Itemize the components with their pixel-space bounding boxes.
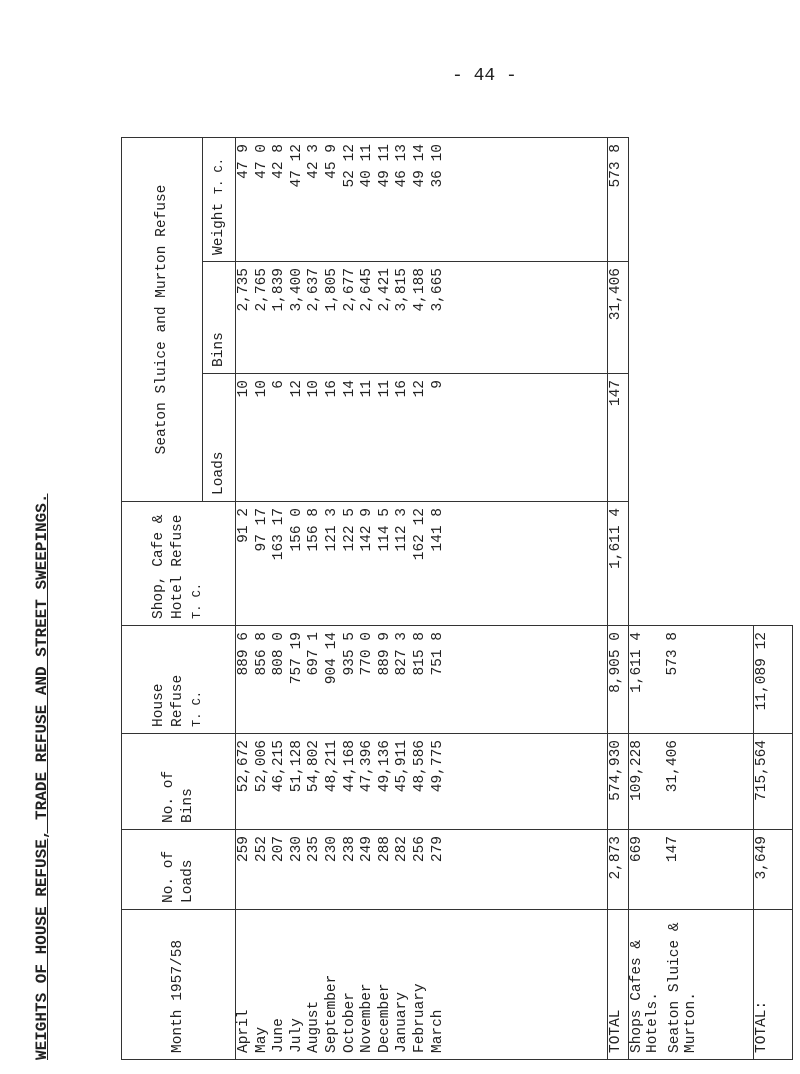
house-value: 827 3 [394,632,411,676]
extras-house [629,626,754,734]
seaton-bins-value: 2,645 [359,268,376,312]
total-seaton-loads: 147 [608,374,629,502]
seaton-weight-list [236,138,608,262]
grand-blank [754,138,793,626]
trade-value: 114 5 [376,508,393,552]
month-label: August [306,1000,323,1053]
rotated-table-region [33,138,793,1060]
house-value: 889 6 [236,632,252,676]
seaton-weight-value: 47 12 [288,144,305,188]
trade-refuse-list [236,502,608,626]
bins-value: 49,775 [429,740,446,793]
trade-value: 121 3 [323,508,340,552]
bins-value: 45,911 [394,740,411,793]
seaton-bins-value: 2,637 [306,268,323,312]
month-label: June [271,1018,288,1053]
loads-list [236,830,608,910]
month-label: September [323,974,340,1053]
total-seaton-weight: 573 8 [608,138,629,262]
seaton-bins-value: 2,765 [253,268,270,312]
total-trade: 1,611 4 [608,502,629,626]
seaton-loads-value: 16 [323,380,340,398]
bins-value: 52,672 [236,740,252,793]
month-list [236,910,608,1060]
seaton-weight-value: 36 10 [429,144,446,188]
house-refuse-list [236,626,608,734]
month-label: April [236,1009,252,1053]
seaton-bins-value: 1,839 [271,268,288,312]
house-value: 935 5 [341,632,358,676]
trade-value: 156 8 [306,508,323,552]
extras-bins [629,734,754,830]
house-value: 815 8 [411,632,428,676]
extras-seaton-bins: 31,406 [665,740,682,793]
extras-shops-house: 1,611 4 [629,632,646,693]
grand-total-bins: 715,564 [754,734,793,830]
seaton-loads-value: 12 [288,380,305,398]
seaton-weight-value: 40 11 [359,144,376,188]
bins-value: 51,128 [288,740,305,793]
trade-value: 142 9 [359,508,376,552]
trade-value: 156 0 [288,508,305,552]
month-label: February [411,983,428,1053]
seaton-weight-value: 47 0 [253,144,270,179]
grand-total-loads: 3,649 [754,830,793,910]
house-value: 697 1 [306,632,323,676]
total-label: TOTAL [608,910,629,1060]
loads-value: 288 [376,836,393,863]
month-label: December [376,983,393,1053]
seaton-bins-value: 3,665 [429,268,446,312]
total-house: 8,905 0 [608,626,629,734]
header-loads: No. of Loads [122,830,236,910]
month-label: July [288,1018,305,1053]
seaton-weight-value: 45 9 [323,144,340,179]
seaton-bins-list [236,262,608,374]
header-trade-refuse [122,502,236,626]
extras-shops-label: Shops Cafes & Hotels. [629,939,662,1053]
loads-value: 256 [411,836,428,863]
bins-value: 54,802 [306,740,323,793]
bins-value: 44,168 [341,740,358,793]
header-seaton-weight-label: Weight [210,202,227,255]
house-value: 757 19 [288,632,305,685]
header-seaton-loads: Loads [203,374,236,502]
bins-value: 49,136 [376,740,393,793]
header-seaton-weight [203,138,236,262]
month-label: May [253,1026,270,1053]
grand-total-row [754,138,793,1060]
house-value: 856 8 [253,632,270,676]
bins-list [236,734,608,830]
header-house-unit: T. C. [190,690,204,727]
header-seaton-weight-unit: T. C. [211,158,226,195]
bins-value: 48,586 [411,740,428,793]
loads-value: 235 [306,836,323,863]
seaton-bins-value: 1,805 [323,268,340,312]
house-value: 770 0 [359,632,376,676]
bins-value: 47,396 [359,740,376,793]
month-label: October [341,992,358,1053]
seaton-loads-value: 11 [359,380,376,398]
seaton-bins-value: 2,421 [376,268,393,312]
extras-seaton-house: 573 8 [665,632,682,676]
seaton-loads-value: 11 [376,380,393,398]
header-house-refuse [122,626,236,734]
seaton-weight-value: 42 3 [306,144,323,179]
seaton-bins-value: 2,735 [236,268,252,312]
seaton-loads-value: 9 [429,380,446,389]
loads-value: 252 [253,836,270,863]
total-seaton-bins: 31,406 [608,262,629,374]
trade-value: 141 8 [429,508,446,552]
loads-value: 279 [429,836,446,863]
seaton-loads-value: 12 [411,380,428,398]
seaton-weight-value: 47 9 [236,144,252,179]
loads-value: 207 [271,836,288,863]
extras-blank [629,138,754,626]
extras-seaton-loads: 147 [665,836,682,863]
seaton-bins-value: 4,188 [411,268,428,312]
loads-value: 238 [341,836,358,863]
header-house-label: House Refuse [151,674,186,727]
seaton-bins-value: 2,677 [341,268,358,312]
house-value: 904 14 [323,632,340,685]
bins-value: 52,006 [253,740,270,793]
trade-value: 162 12 [411,508,428,561]
trade-value: 163 17 [271,508,288,561]
header-month: Month 1957/58 [122,910,236,1060]
total-bins: 574,930 [608,734,629,830]
seaton-weight-value: 49 14 [411,144,428,188]
extras-labels [629,910,754,1060]
bins-value: 46,215 [271,740,288,793]
bins-value: 48,211 [323,740,340,793]
page-number: - 44 - [452,66,517,86]
header-trade-label: Shop, Cafe & Hotel Refuse [151,514,186,619]
loads-value: 230 [288,836,305,863]
month-label: January [394,992,411,1053]
house-value: 751 8 [429,632,446,676]
month-label: March [429,1009,446,1053]
seaton-loads-value: 10 [253,380,270,398]
header-bins: No. of Bins [122,734,236,830]
seaton-loads-value: 10 [306,380,323,398]
house-value: 808 0 [271,632,288,676]
trade-value: 97 17 [253,508,270,552]
seaton-loads-value: 10 [236,380,252,398]
seaton-weight-value: 49 11 [376,144,393,188]
seaton-loads-value: 14 [341,380,358,398]
trade-value: 91 2 [236,508,252,543]
seaton-weight-value: 42 8 [271,144,288,179]
grand-total-house: 11,089 12 [754,626,793,734]
monthly-rows [236,138,608,1060]
loads-value: 230 [323,836,340,863]
house-value: 889 9 [376,632,393,676]
month-label: November [359,983,376,1053]
seaton-loads-value: 6 [271,380,288,389]
weights-table [121,137,793,1060]
extras-seaton-label: Seaton Sluice & Murton. [667,922,700,1053]
loads-value: 259 [236,836,252,863]
seaton-bins-value: 3,815 [394,268,411,312]
loads-value: 282 [394,836,411,863]
header-trade-unit: T. C. [190,582,204,619]
trade-value: 122 5 [341,508,358,552]
extras-loads [629,830,754,910]
trade-value: 112 3 [394,508,411,552]
seaton-bins-value: 3,400 [288,268,305,312]
seaton-weight-value: 46 13 [394,144,411,188]
extras-shops-bins: 109,228 [629,740,646,801]
total-row [608,138,629,1060]
extras-row [629,138,754,1060]
loads-value: 249 [359,836,376,863]
seaton-loads-list [236,374,608,502]
grand-total-label: TOTAL: [754,910,793,1060]
extras-shops-loads: 669 [629,836,646,863]
header-seaton-bins: Bins [203,262,236,374]
seaton-weight-value: 52 12 [341,144,358,188]
total-loads: 2,873 [608,830,629,910]
seaton-loads-value: 16 [394,380,411,398]
header-seaton-group: Seaton Sluice and Murton Refuse [122,138,203,502]
document-title: WEIGHTS OF HOUSE REFUSE, TRADE REFUSE AND STREET SWEEPINGS. [33,493,51,1060]
